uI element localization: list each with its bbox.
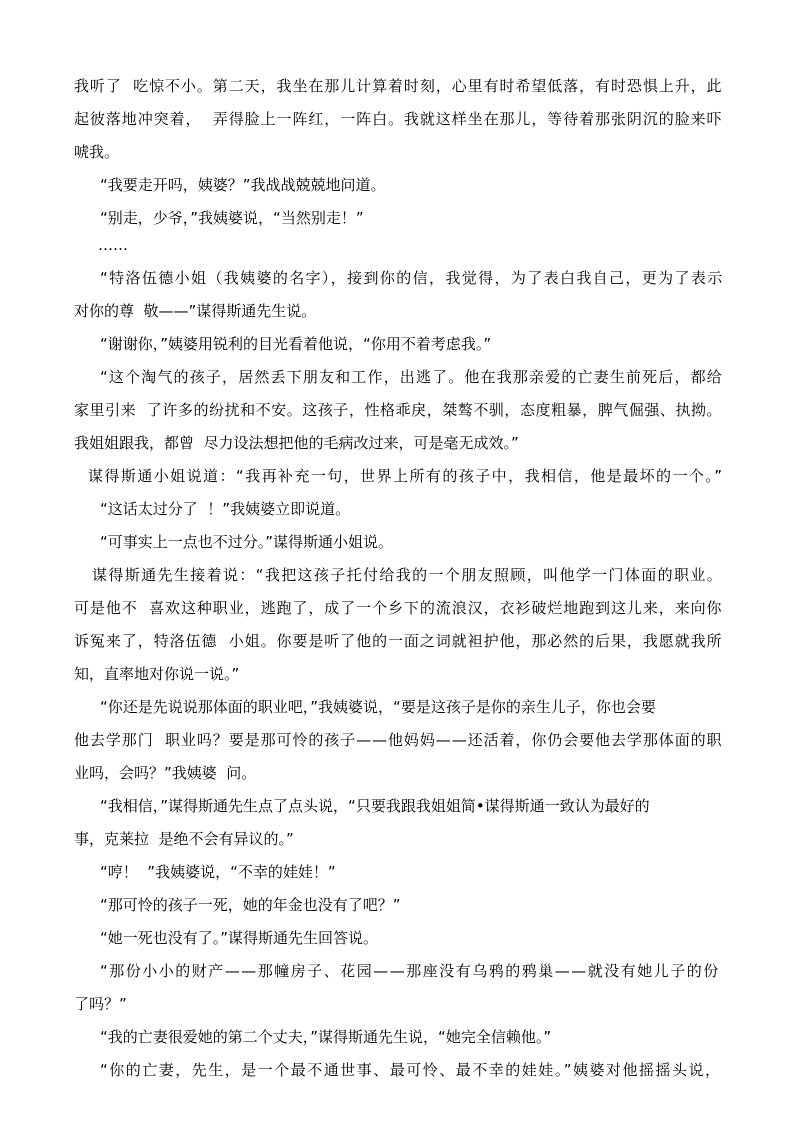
text-line-23: “我相信，”谋得斯通先生点了点头说，“只要我跟我姐姐简•谋得斯通一致认为最好的 [100, 797, 650, 815]
text-line-7: “特洛伍德小姐（我姨婆的名字），接到你的信，我觉得，为了表白我自己，更为了表示 [100, 269, 724, 287]
text-line-13: 谋得斯通小姐说道：“我再补充一句，世界上所有的孩子中，我相信，他是最坏的一个。” [88, 467, 724, 485]
text-line-27: “她一死也没有了。”谋得斯通先生回答说。 [100, 929, 379, 947]
text-line-16: 谋得斯通先生接着说：“我把这孩子托付给我的一个朋友照顾，叫他学一门体面的职业。 [92, 566, 724, 584]
text-line-20: “你还是先说说那体面的职业吧，”我姨婆说，“要是这孩子是你的亲生儿子，你也会要 [100, 698, 656, 716]
text-line-14: “这话太过分了 ！”我姨婆立即说道。 [100, 500, 351, 518]
text-line-9: “谢谢你，”姨婆用锐利的目光看着他说，“你用不着考虑我。” [100, 335, 492, 353]
text-line-5: “别走，少爷，”我姨婆说，“当然别走！” [100, 209, 364, 227]
text-line-29: 了吗？” [74, 995, 127, 1013]
text-line-24: 事，克莱拉 是绝不会有异议的。” [74, 830, 294, 848]
text-line-22: 业吗，会吗？”我姨婆 问。 [74, 764, 257, 782]
text-line-19: 知，直率地对你说一说。” [74, 665, 240, 683]
text-line-12: 我姐姐跟我，都曾 尽力设法想把他的毛病改过来，可是毫无成效。” [74, 434, 519, 452]
text-line-21: 他去学那门 职业吗？要是那可怜的孩子——他妈妈——还活着，你仍会要他去学那体面的职 [74, 731, 723, 749]
text-line-1: 我听了 吃惊不小。第二天，我坐在那儿计算着时刻，心里有时希望低落，有时恐惧上升，此 [74, 77, 723, 95]
text-line-28: “那份小小的财产——那幢房子、花园——那座没有乌鸦的鸦巢——就没有她儿子的份 [100, 962, 720, 980]
text-line-25: “哼！ ”我姨婆说，“不幸的娃娃！” [100, 863, 336, 881]
text-line-2: 起彼落地冲突着， 弄得脸上一阵红，一阵白。我就这样坐在那儿，等待着那张阴沉的脸来吓 [74, 110, 723, 128]
text-line-18: 诉冤来了，特洛伍德 小姐。你要是听了他的一面之词就袒护他，那必然的后果，我愿就我所 [74, 632, 723, 650]
text-line-15: “可事实上一点也不过分。”谋得斯通小姐说。 [100, 533, 394, 551]
text-line-17: 可是他不 喜欢这种职业，逃跑了，成了一个乡下的流浪汉，衣衫破烂地跑到这儿来，来向你 [74, 599, 723, 617]
text-line-30: “我的亡妻很爱她的第二个丈夫，”谋得斯通先生说，“她完全信赖他。” [100, 1028, 552, 1046]
text-line-31: “你的亡妻，先生，是一个最不通世事、最可怜、最不幸的娃娃。”姨婆对他摇摇头说， [100, 1061, 722, 1079]
text-line-6: …… [98, 236, 128, 254]
text-line-4: “我要走开吗，姨婆？”我战战兢兢地问道。 [100, 176, 386, 194]
text-line-11: 家里引来 了许多的纷扰和不安。这孩子，性格乖戾，桀骜不驯，态度粗暴，脾气倔强、执拗。 [74, 401, 723, 419]
text-line-8: 对你的尊 敬——”谋得斯通先生说。 [74, 302, 317, 320]
text-line-10: “这个淘气的孩子，居然丢下朋友和工作，出逃了。他在我那亲爱的亡妻生前死后，都给 [100, 368, 723, 386]
text-line-3: 唬我。 [74, 143, 120, 161]
text-line-26: “那可怜的孩子一死，她的年金也没有了吧？” [100, 896, 401, 914]
